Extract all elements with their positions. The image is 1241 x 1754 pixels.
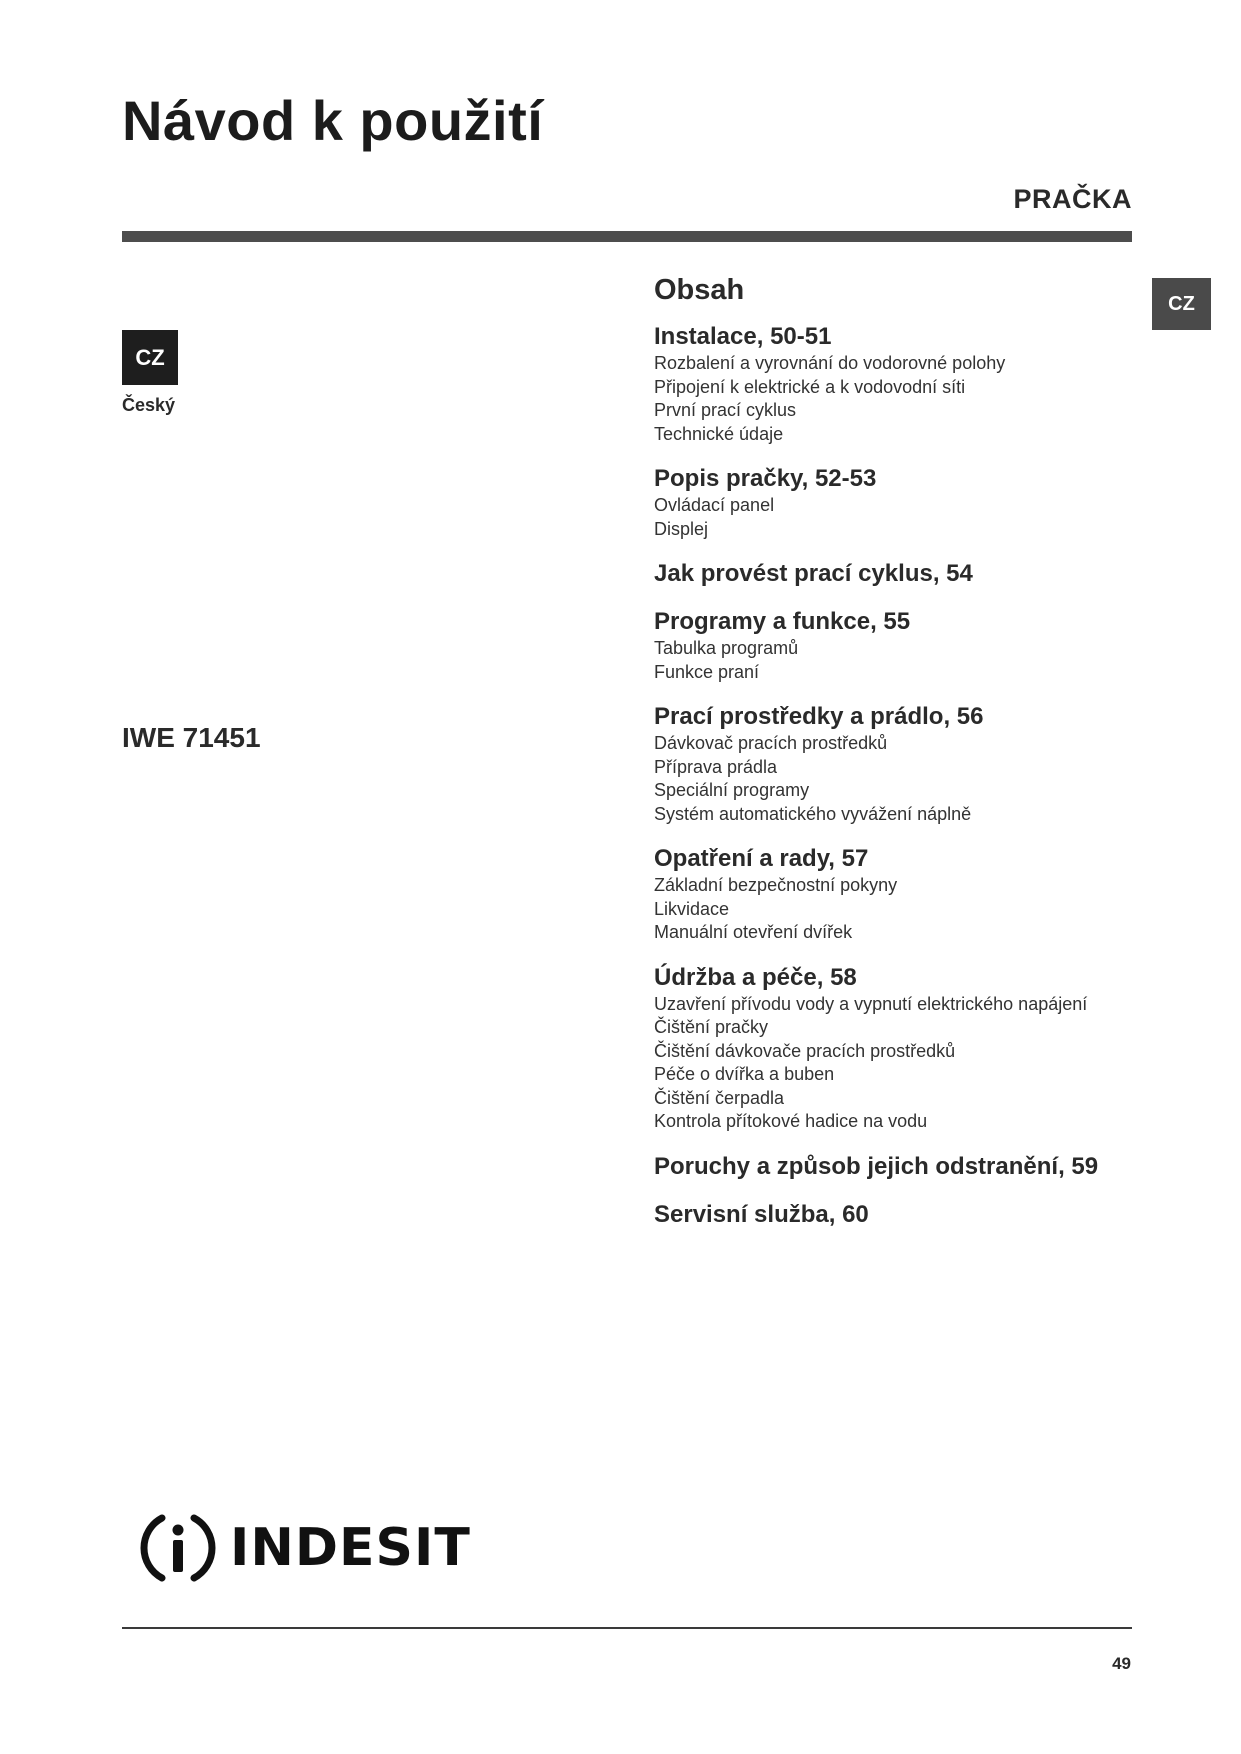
toc-subitem: Uzavření přívodu vody a vypnutí elektrického napájení	[654, 993, 1088, 1014]
toc-section-title: Údržba a péče, 58	[654, 963, 857, 991]
header-divider	[122, 231, 1132, 242]
page-number: 49	[1112, 1654, 1131, 1673]
toc-section	[654, 607, 1134, 684]
toc-section-title: Poruchy a způsob jejich odstranění, 59	[654, 1152, 1099, 1180]
toc-section-title: Servisní služba, 60	[654, 1200, 869, 1228]
toc-heading: Obsah	[654, 274, 745, 306]
toc-subitem: Základní bezpečnostní pokyny	[654, 875, 898, 895]
toc-section	[654, 702, 1134, 826]
toc-section-title: Opatření a rady, 57	[654, 845, 869, 872]
product-type: PRAČKA	[1013, 184, 1132, 214]
toc-subitem: Čištění čerpadla	[654, 1087, 785, 1108]
toc-subitem: Rozbalení a vyrovnání do vodorovné polohy	[654, 353, 1006, 373]
page-title: Návod k použití	[122, 89, 544, 152]
toc-subitem: Příprava prádla	[654, 756, 778, 777]
toc-section-title: Jak provést prací cyklus, 54	[654, 560, 973, 587]
language-name: Český	[122, 395, 176, 415]
toc-section	[654, 464, 1134, 541]
toc-subitem: Speciální programy	[654, 780, 810, 800]
table-of-contents	[654, 272, 1134, 1248]
toc-section	[654, 322, 1134, 446]
toc-subitem: Dávkovač pracích prostředků	[654, 733, 888, 753]
brand-logo	[140, 1510, 471, 1586]
toc-subitem: Čištění pračky	[654, 1017, 769, 1037]
brand-logo-text: INDESIT	[230, 1518, 471, 1578]
toc-subitem: Ovládací panel	[654, 495, 775, 515]
toc-subitem: Péče o dvířka a buben	[654, 1064, 835, 1084]
toc-section	[654, 1200, 1134, 1230]
toc-section-title: Programy a funkce, 55	[654, 608, 911, 635]
toc-section	[654, 844, 1134, 945]
toc-subitem: Čištění dávkovače pracích prostředků	[654, 1040, 956, 1061]
toc-section-title: Prací prostředky a prádlo, 56	[654, 703, 984, 730]
toc-section-title: Popis pračky, 52-53	[654, 465, 877, 492]
toc-section	[654, 1152, 1134, 1182]
toc-subitem: Funkce praní	[654, 661, 760, 682]
model-number: IWE 71451	[122, 722, 261, 753]
toc-subitem: Tabulka programů	[654, 638, 799, 658]
toc-section	[654, 963, 1134, 1134]
language-badge: CZ	[122, 330, 178, 385]
indesit-logo-icon	[140, 1510, 216, 1586]
toc-subitem: Likvidace	[654, 898, 730, 919]
language-side-tab: CZ	[1152, 278, 1211, 330]
toc-subitem: Připojení k elektrické a k vodovodní síti	[654, 376, 966, 397]
toc-subitem: Manuální otevření dvířek	[654, 922, 853, 942]
toc-subitem: První prací cyklus	[654, 400, 797, 420]
toc-section	[654, 559, 1134, 589]
toc-subitem: Systém automatického vyvážení náplně	[654, 803, 972, 824]
toc-subitem: Kontrola přítokové hadice na vodu	[654, 1111, 928, 1131]
toc-subitem: Technické údaje	[654, 423, 784, 444]
toc-sections	[654, 322, 1134, 1230]
toc-section-title: Instalace, 50-51	[654, 323, 832, 350]
toc-subitem: Displej	[654, 518, 709, 539]
footer-divider	[122, 1627, 1132, 1629]
